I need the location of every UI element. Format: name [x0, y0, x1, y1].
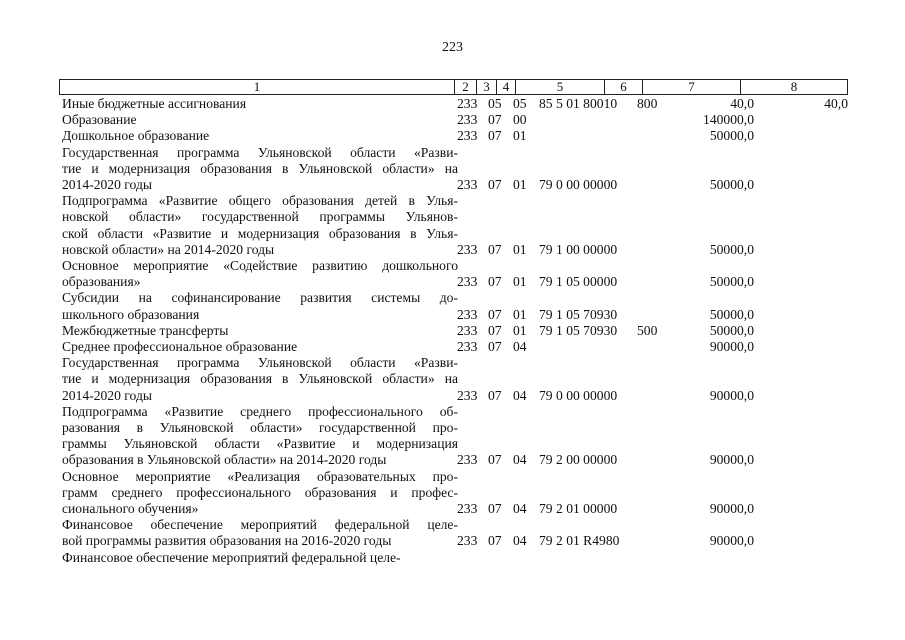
cell-cs: 79 1 05 70930: [539, 322, 618, 338]
cell-sum-1: 140000,0: [703, 112, 754, 128]
cell-pr: 05: [513, 96, 527, 111]
row-name-line: 2014-2020 годы: [62, 387, 152, 403]
cell-rz: 07: [488, 128, 502, 144]
row-name: [62, 96, 458, 112]
row-name-line: вой программы развития образования на 2016-2020 годы: [62, 533, 392, 549]
cell-cs: 79 2 00 00000: [539, 452, 618, 468]
cell-grbs: 233: [457, 452, 478, 468]
header-col-8: 8: [790, 79, 798, 94]
table-row: [62, 469, 848, 518]
row-name: [62, 517, 458, 549]
cell-rz: 07: [488, 387, 502, 403]
row-name-line: Среднее профессиональное образование: [62, 339, 298, 355]
row-name: [62, 112, 458, 128]
cell-rz: 07: [488, 533, 502, 549]
cell-pr: 04: [513, 501, 527, 517]
cell-rz: 07: [488, 339, 502, 355]
cell-rz: 07: [488, 501, 502, 517]
cell-sum-1: 90000,0: [709, 501, 754, 517]
table-row: [62, 96, 848, 112]
row-name-line: Субсидии на софинансирование развития системы до-: [62, 290, 458, 306]
cell-pr: 01: [513, 177, 527, 193]
row-name-line: Иные бюджетные ассигнования: [62, 96, 247, 111]
table-row: [62, 112, 848, 128]
cell-rz: 07: [488, 306, 502, 322]
cell-vr: 800: [637, 96, 658, 111]
table-row: [62, 323, 848, 339]
row-name-line: новской области» на 2014-2020 годы: [62, 241, 275, 257]
row-name-line: грамм среднего профессионального образования и профес-: [62, 484, 458, 500]
row-name-line: разования в Ульяновской области» государственной про-: [62, 420, 458, 436]
row-name-line: граммы Ульяновской области «Развитие и модернизация: [62, 436, 458, 452]
cell-sum-1: 90000,0: [709, 533, 754, 549]
table-header: [59, 79, 848, 95]
row-name-line: Образование: [62, 112, 137, 128]
row-name: [62, 404, 458, 469]
row-name: [62, 145, 458, 194]
cell-rz: 07: [488, 274, 502, 290]
cell-rz: 07: [488, 241, 502, 257]
table-row: [62, 128, 848, 144]
cell-sum-1: 50000,0: [709, 306, 754, 322]
cell-grbs: 233: [457, 322, 478, 338]
table-row: [62, 355, 848, 404]
cell-cs: 79 0 00 00000: [539, 177, 618, 193]
cell-grbs: 233: [457, 241, 478, 257]
cell-pr: 04: [513, 533, 527, 549]
row-name-line: Межбюджетные трансферты: [62, 322, 229, 338]
row-name-line: Государственная программа Ульяновской области «Разви-: [62, 355, 458, 371]
row-name-line: Основное мероприятие «Содействие развитию дошкольного: [62, 258, 458, 274]
cell-cs: 79 0 00 00000: [539, 387, 618, 403]
row-name-line: школьного образования: [62, 306, 200, 322]
row-name: [62, 339, 458, 355]
row-name-line: Подпрограмма «Развитие общего образования детей в Улья-: [62, 193, 458, 209]
cell-rz: 07: [488, 452, 502, 468]
cell-sum-1: 50000,0: [709, 241, 754, 257]
row-name: [62, 258, 458, 290]
row-name-line: образования»: [62, 274, 141, 290]
header-col-3: 3: [477, 80, 497, 94]
row-name: [62, 323, 458, 339]
table-row: [62, 145, 848, 194]
header-col-7: 7: [643, 80, 741, 94]
cell-cs: 79 2 01 00000: [539, 501, 618, 517]
cell-pr: 01: [513, 306, 527, 322]
cell-sum-2: 40,0: [824, 96, 848, 111]
cell-grbs: 233: [457, 339, 478, 355]
cell-pr: 01: [513, 322, 527, 338]
cell-cs: 79 1 05 70930: [539, 306, 618, 322]
table-row: [62, 339, 848, 355]
header-col-4: 4: [497, 80, 516, 94]
page-number: 223: [442, 40, 463, 55]
table-row: [62, 517, 848, 549]
cell-pr: 01: [513, 274, 527, 290]
row-name-line: Финансовое обеспечение мероприятий федеральной целе-: [62, 549, 401, 565]
row-name-line: тие и модернизация образования в Ульяновской области» на: [62, 371, 458, 387]
cell-cs: 79 1 05 00000: [539, 274, 618, 290]
row-name: [62, 469, 458, 518]
cell-grbs: 233: [457, 96, 478, 111]
cell-sum-1: 90000,0: [709, 339, 754, 355]
row-name: [62, 355, 458, 404]
cell-sum-1: 90000,0: [709, 387, 754, 403]
cell-cs: 79 1 00 00000: [539, 241, 618, 257]
cell-pr: 01: [513, 128, 527, 144]
row-name-line: Основное мероприятие «Реализация образовательных про-: [62, 468, 458, 484]
table-row: [62, 404, 848, 469]
table-row: [62, 258, 848, 290]
cell-grbs: 233: [457, 501, 478, 517]
header-col-6: 6: [605, 80, 643, 94]
cell-sum-1: 50000,0: [709, 322, 754, 338]
cell-grbs: 233: [457, 306, 478, 322]
cell-rz: 07: [488, 177, 502, 193]
header-col-1: 1: [60, 80, 455, 94]
header-col-5: 5: [516, 80, 605, 94]
cell-rz: 07: [488, 322, 502, 338]
row-name-line: новской области» государственной программы Ульянов-: [62, 209, 458, 225]
cell-cs: 79 2 01 R4980: [539, 533, 620, 549]
cell-rz: 07: [488, 112, 502, 128]
cell-grbs: 233: [457, 274, 478, 290]
row-name-line: Финансовое обеспечение мероприятий федеральной целе-: [62, 517, 458, 533]
row-name-line: сионального обучения»: [62, 501, 199, 517]
row-name-line: Дошкольное образование: [62, 128, 210, 144]
cell-grbs: 233: [457, 533, 478, 549]
cell-grbs: 233: [457, 128, 478, 144]
cell-sum-1: 90000,0: [709, 452, 754, 468]
row-name-line: тие и модернизация образования в Ульяновской области» на: [62, 160, 458, 176]
row-name-line: образования в Ульяновской области» на 2014-2020 годы: [62, 452, 387, 468]
cell-pr: 04: [513, 387, 527, 403]
row-name-line: Государственная программа Ульяновской области «Разви-: [62, 144, 458, 160]
cell-rz: 05: [488, 96, 502, 111]
row-name: [62, 550, 458, 566]
cell-sum-1: 50000,0: [709, 274, 754, 290]
cell-vr: 500: [637, 322, 658, 338]
cell-pr: 04: [513, 452, 527, 468]
cell-sum-1: 50000,0: [709, 128, 754, 144]
cell-grbs: 233: [457, 387, 478, 403]
row-name: [62, 193, 458, 258]
cell-sum-1: 40,0: [730, 96, 754, 111]
header-col-2: 2: [455, 80, 477, 94]
row-name: [62, 128, 458, 144]
cell-pr: 04: [513, 339, 527, 355]
row-name-line: ской области «Развитие и модернизация образования в Улья-: [62, 225, 458, 241]
cell-pr: 01: [513, 241, 527, 257]
cell-grbs: 233: [457, 177, 478, 193]
row-name: [62, 290, 458, 322]
cell-pr: 00: [513, 112, 527, 128]
table-row: [62, 290, 848, 322]
row-name-line: 2014-2020 годы: [62, 177, 152, 193]
cell-sum-1: 50000,0: [709, 177, 754, 193]
cell-grbs: 233: [457, 112, 478, 128]
row-name-line: Подпрограмма «Развитие среднего профессионального об-: [62, 403, 458, 419]
table-row: [62, 550, 848, 566]
table-row: [62, 193, 848, 258]
table-body: [62, 96, 848, 566]
cell-cs: 85 5 01 80010: [539, 96, 618, 111]
